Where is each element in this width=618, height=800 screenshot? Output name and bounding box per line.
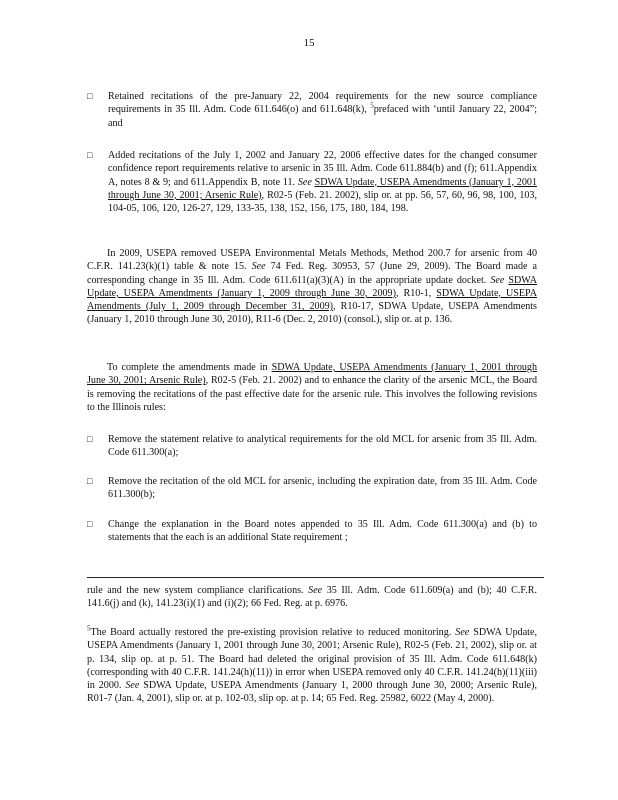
- paragraph-text-part: To complete the amendments made in: [107, 362, 272, 373]
- footnote-text-part: 35 Ill. Adm. Code 611.609(a) and (b); 40 C.F.R. 141.6(j) and (k), 141.23(i)(1) and (i)(2); 66 Fed. Reg. at p. 6976.: [87, 585, 537, 610]
- paragraph-complete-amendments: [87, 361, 537, 414]
- paragraph-text-part: 74 Fed. Reg. 30953, 57 (June 29, 2009). The Board made a corresponding change in 35 Ill. Adm. Code 611.611(a)(3)(A) in the appropriate update docket.: [87, 261, 537, 286]
- footnote-text-part: SDWA Update, USEPA Amendments (January 1, 2000 through June 30, 2000; Arsenic Rule), R01-7 (Jan. 4, 2001), slip or. at p. 102-03, slip op. at p. 14; 65 Fed. Reg. 25982, 6022 (May 4, 2000).: [87, 680, 538, 705]
- bullet-text-part: Added recitations of the July 1, 2002 and January 22, 2006 effective dates for the changed consumer confidence report requirements relative to arsenic in 35 Ill. Adm. Code 611.884(b) and (f); 611.Appendix A, notes 8 & 9; and 611.Appendix B, note 11.: [108, 150, 537, 188]
- checkbox-bullet-icon: □: [87, 476, 93, 486]
- bullet-text: Remove the recitation of the old MCL for arsenic, including the expiration date, from 35 Ill. Adm. Code 611.300(b);: [108, 476, 537, 501]
- checkbox-bullet-icon: □: [87, 150, 93, 160]
- bullet-item-remove-recitation: [87, 475, 537, 502]
- bullet-item-retained-recitations: [87, 90, 537, 130]
- signal-see: See: [297, 176, 312, 188]
- footnote-text-part: rule and the new system compliance clarifications.: [87, 585, 309, 596]
- signal-see: See: [251, 261, 266, 273]
- paragraph-text-part: In 2009, USEPA removed USEPA Environmental Metals Methods, Method 200.7 for arsenic from 40 C.F.R. 141.23(k)(1) table & note 15.: [87, 248, 537, 273]
- bullet-item-added-recitations: [87, 149, 537, 215]
- bullet-item-change-explanation: [87, 518, 537, 545]
- signal-see: See: [490, 274, 505, 286]
- checkbox-bullet-icon: □: [87, 91, 93, 101]
- checkbox-bullet-icon: □: [87, 519, 93, 529]
- footnote-5: [87, 626, 537, 706]
- case-citation: SDWA Update, USEPA Amendments (January 1, 2001 through June 30, 2001; Arsenic Rule): [108, 176, 537, 201]
- bullet-text-part: Retained recitations of the pre-January 22, 2004 requirements for the new source compliance requirements in 35 Ill. Adm. Code 611.646(o) and 611.648(k),: [108, 91, 537, 116]
- case-citation: SDWA Update, USEPA Amendments (January 1, 2001 through June 30, 2001; Arsenic Rule): [87, 362, 538, 387]
- bullet-text: [108, 149, 537, 215]
- paragraph-body: [87, 247, 537, 327]
- signal-see: See: [125, 680, 140, 692]
- footnote-text-part: SDWA Update, USEPA Amendments (January 1, 2001 through June 30, 2001; Arsenic Rule), R02-5 (Feb. 21, 2002), slip or. at p. 134, slip op. at p. 51. The Board had deleted the original provision of 35 Ill. Adm. Code 611.648(k) (corresponding with 40 C.F.R. 141.24(h)(11)) in error when USEPA removed only 40 C.F.R. 141.24(h)(11)(iii) in 2000.: [87, 627, 537, 692]
- checkbox-bullet-icon: □: [87, 434, 93, 444]
- paragraph-text-part: , R10-1,: [395, 287, 437, 299]
- case-citation: SDWA Update, USEPA Amendments (July 1, 2009 through December 31, 2009): [87, 287, 537, 313]
- paragraph-body: [87, 361, 537, 414]
- signal-see: See: [455, 627, 470, 638]
- footnote-reference: 5: [370, 101, 374, 110]
- case-citation: SDWA Update, USEPA Amendments (January 1, 2009 through June 30, 2009): [87, 274, 537, 299]
- footnote-number: 5: [87, 624, 91, 633]
- bullet-text: Remove the statement relative to analytical requirements for the old MCL for arsenic from 35 Ill. Adm. Code 611.300(a);: [108, 434, 537, 459]
- paragraph-2009-removal: [87, 247, 537, 327]
- bullet-item-remove-statement: [87, 433, 537, 460]
- page-number: 15: [303, 37, 315, 49]
- bullet-text: Change the explanation in the Board notes appended to 35 Ill. Adm. Code 611.300(a) and (b) to statements that the each is an additional State requirement ;: [108, 519, 537, 544]
- bullet-text: [108, 90, 537, 130]
- footnote-continued: [87, 584, 537, 611]
- footnote-text-part: The Board actually restored the pre-existing provision relative to reduced monitoring.: [90, 627, 456, 638]
- paragraph-text-part: , R10-17, SDWA Update, USEPA Amendments (January 1, 2010 through June 30, 2010), R11-6 (Dec. 2, 2010) (consol.), slip or. at p. 136.: [87, 301, 537, 326]
- bullet-text-part: prefaced with ‘until January 22, 2004”; and: [108, 104, 537, 129]
- signal-see: See: [308, 585, 323, 596]
- bullet-text-part: , R02-5 (Feb. 21. 2002), slip or. at pp. 56, 57, 60, 96, 98, 100, 103, 104-05, 106, 120, 126-27, 129, 133-35, 138, 152, 156, 175, 180, 184, 198.: [108, 189, 537, 215]
- paragraph-text-part: , R02-5 (Feb. 21. 2002) and to enhance the clarity of the arsenic MCL, the Board is removing the recitations of the past effective date for the arsenic rule. This involves the following revisions to the Illinois rules:: [87, 375, 537, 413]
- footnote-separator: [87, 577, 544, 578]
